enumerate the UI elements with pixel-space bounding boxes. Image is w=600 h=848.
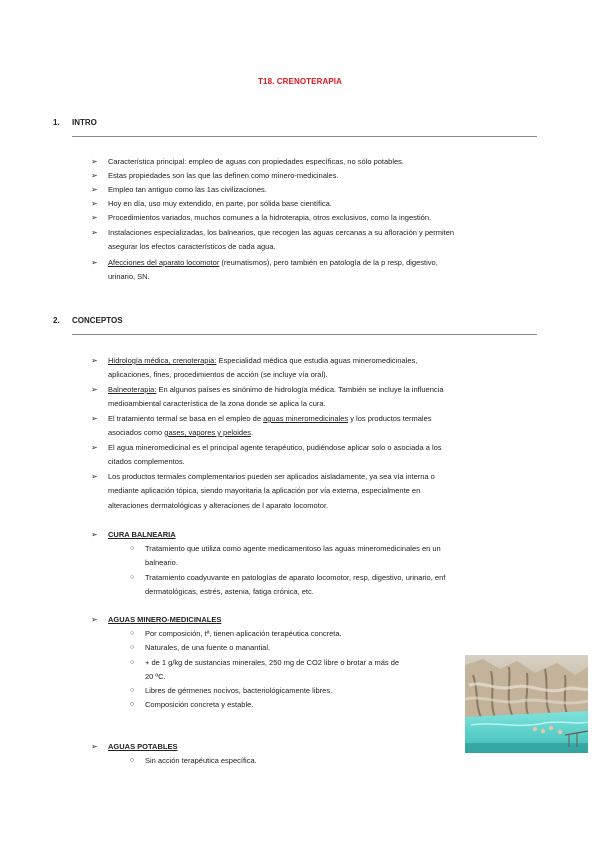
arrow-bullet-icon: ➢ [91, 199, 98, 208]
list-item: ○ Composición concreta y estable. [145, 698, 253, 712]
list-item: ○ Tratamiento que utiliza como agente medicamentoso las aguas mineromedicinales en un [145, 542, 441, 556]
document-title: T18. CRENOTERAPIA [258, 77, 342, 86]
list-item: ➢ Los productos termales complementarios pueden ser aplicados aisladamente, ya sea vía interna o [108, 470, 435, 484]
arrow-bullet-icon: ➢ [91, 414, 98, 423]
section-heading-intro: 1. INTRO [53, 118, 97, 127]
list-item: ➢ Balneoterapia: En algunos países es sinónimo de hidrología médica. También se incluye la influencia [108, 383, 444, 397]
list-item-continuation: medioambiental característica de la zona donde se aplica la cura. [108, 399, 326, 408]
circle-bullet-icon: ○ [130, 701, 135, 708]
list-item-continuation: balneario. [145, 558, 178, 567]
list-item: ○ Tratamiento coadyuvante en patologías de aparato locomotor, resp, digestivo, urinario, enf [145, 571, 445, 585]
subsection-heading-cura-balnearia: ➢ CURA BALNEARIA [108, 528, 176, 542]
circle-bullet-icon: ○ [130, 574, 135, 581]
list-item: ○ Sin acción terapéutica específica. [145, 754, 257, 768]
circle-bullet-icon: ○ [130, 659, 135, 666]
list-item-continuation: urinario, SN. [108, 272, 150, 281]
circle-bullet-icon: ○ [130, 644, 135, 651]
list-item: ➢ Estas propiedades son las que las definen como minero-medicinales. [108, 169, 339, 183]
list-item: ➢ Procedimientos variados, muchos comunes a la hidroterapia, otros exclusivos, como la ingestión. [108, 211, 431, 225]
thermal-pool-photo [465, 655, 588, 753]
list-item: ○ Por composición, tª, tienen aplicación terapéutica concreta. [145, 627, 342, 641]
arrow-bullet-icon: ➢ [91, 228, 98, 237]
circle-bullet-icon: ○ [130, 687, 135, 694]
arrow-bullet-icon: ➢ [91, 472, 98, 481]
arrow-bullet-icon: ➢ [91, 530, 98, 539]
subsection-heading-aguas-potables: ➢ AGUAS POTABLES [108, 740, 177, 754]
list-item: ○ Naturales, de una fuente o manantial. [145, 641, 270, 655]
arrow-bullet-icon: ➢ [91, 356, 98, 365]
list-item: ➢ Característica principal: empleo de aguas con propiedades específicas, no sólo potables. [108, 155, 404, 169]
arrow-bullet-icon: ➢ [91, 157, 98, 166]
list-item: ○ + de 1 g/kg de sustancias minerales, 250 mg de CO2 libre o brotar a más de [145, 656, 399, 670]
list-item: ➢ El tratamiento termal se basa en el empleo de aguas mineromedicinales y los productos termales [108, 412, 432, 426]
list-item-continuation: asegurar los efectos característicos de cada agua. [108, 242, 276, 251]
arrow-bullet-icon: ➢ [91, 615, 98, 624]
section-divider [72, 334, 537, 335]
arrow-bullet-icon: ➢ [91, 213, 98, 222]
list-item: ➢ Empleo tan antiguo como las 1as civilizaciones. [108, 183, 267, 197]
list-item-continuation: aplicaciones, fines, procedimientos de acción (se incluye vía oral). [108, 370, 328, 379]
list-item-continuation: asociados como gases, vapores y peloides. [108, 428, 254, 437]
circle-bullet-icon: ○ [130, 545, 135, 552]
arrow-bullet-icon: ➢ [91, 185, 98, 194]
list-item-continuation: 20 ºC. [145, 672, 166, 681]
section-heading-conceptos: 2. CONCEPTOS [53, 316, 123, 325]
arrow-bullet-icon: ➢ [91, 385, 98, 394]
list-item: ➢ El agua mineromedicinal es el principal agente terapéutico, pudiéndose aplicar solo o asociada a los [108, 441, 442, 455]
circle-bullet-icon: ○ [130, 630, 135, 637]
arrow-bullet-icon: ➢ [91, 171, 98, 180]
list-item-continuation: alteraciones dermatológicas y alteraciones de l aparato locomotor. [108, 501, 329, 510]
arrow-bullet-icon: ➢ [91, 742, 98, 751]
list-item: ○ Libres de gérmenes nocivos, bacteriológicamente libres. [145, 684, 332, 698]
list-item-continuation: dermatológicas, estrés, astenia, fatiga crónica, etc. [145, 587, 314, 596]
list-item: ➢ Instalaciones especializadas, los balnearios, que recogen las aguas cercanas a su afloración y permiten [108, 226, 454, 240]
list-item: ➢ Hidrología médica, crenoterapia: Especialidad médica que estudia aguas mineromedicinales, [108, 354, 417, 368]
arrow-bullet-icon: ➢ [91, 443, 98, 452]
list-item-continuation: mediante aplicación tópica, siendo mayoritaria la aplicación por vía externa, especialmente en [108, 486, 421, 495]
section-divider [72, 136, 537, 137]
arrow-bullet-icon: ➢ [91, 258, 98, 267]
subsection-heading-aguas-minero-medicinales: ➢ AGUAS MINERO-MEDICINALES [108, 613, 221, 627]
list-item-continuation: citados complementos. [108, 457, 185, 466]
list-item: ➢ Afecciones del aparato locomotor (reumatismos), pero también en patología de la p resp, digestivo, [108, 256, 438, 270]
circle-bullet-icon: ○ [130, 757, 135, 764]
list-item: ➢ Hoy en día, uso muy extendido, en parte, por sólida base científica. [108, 197, 332, 211]
